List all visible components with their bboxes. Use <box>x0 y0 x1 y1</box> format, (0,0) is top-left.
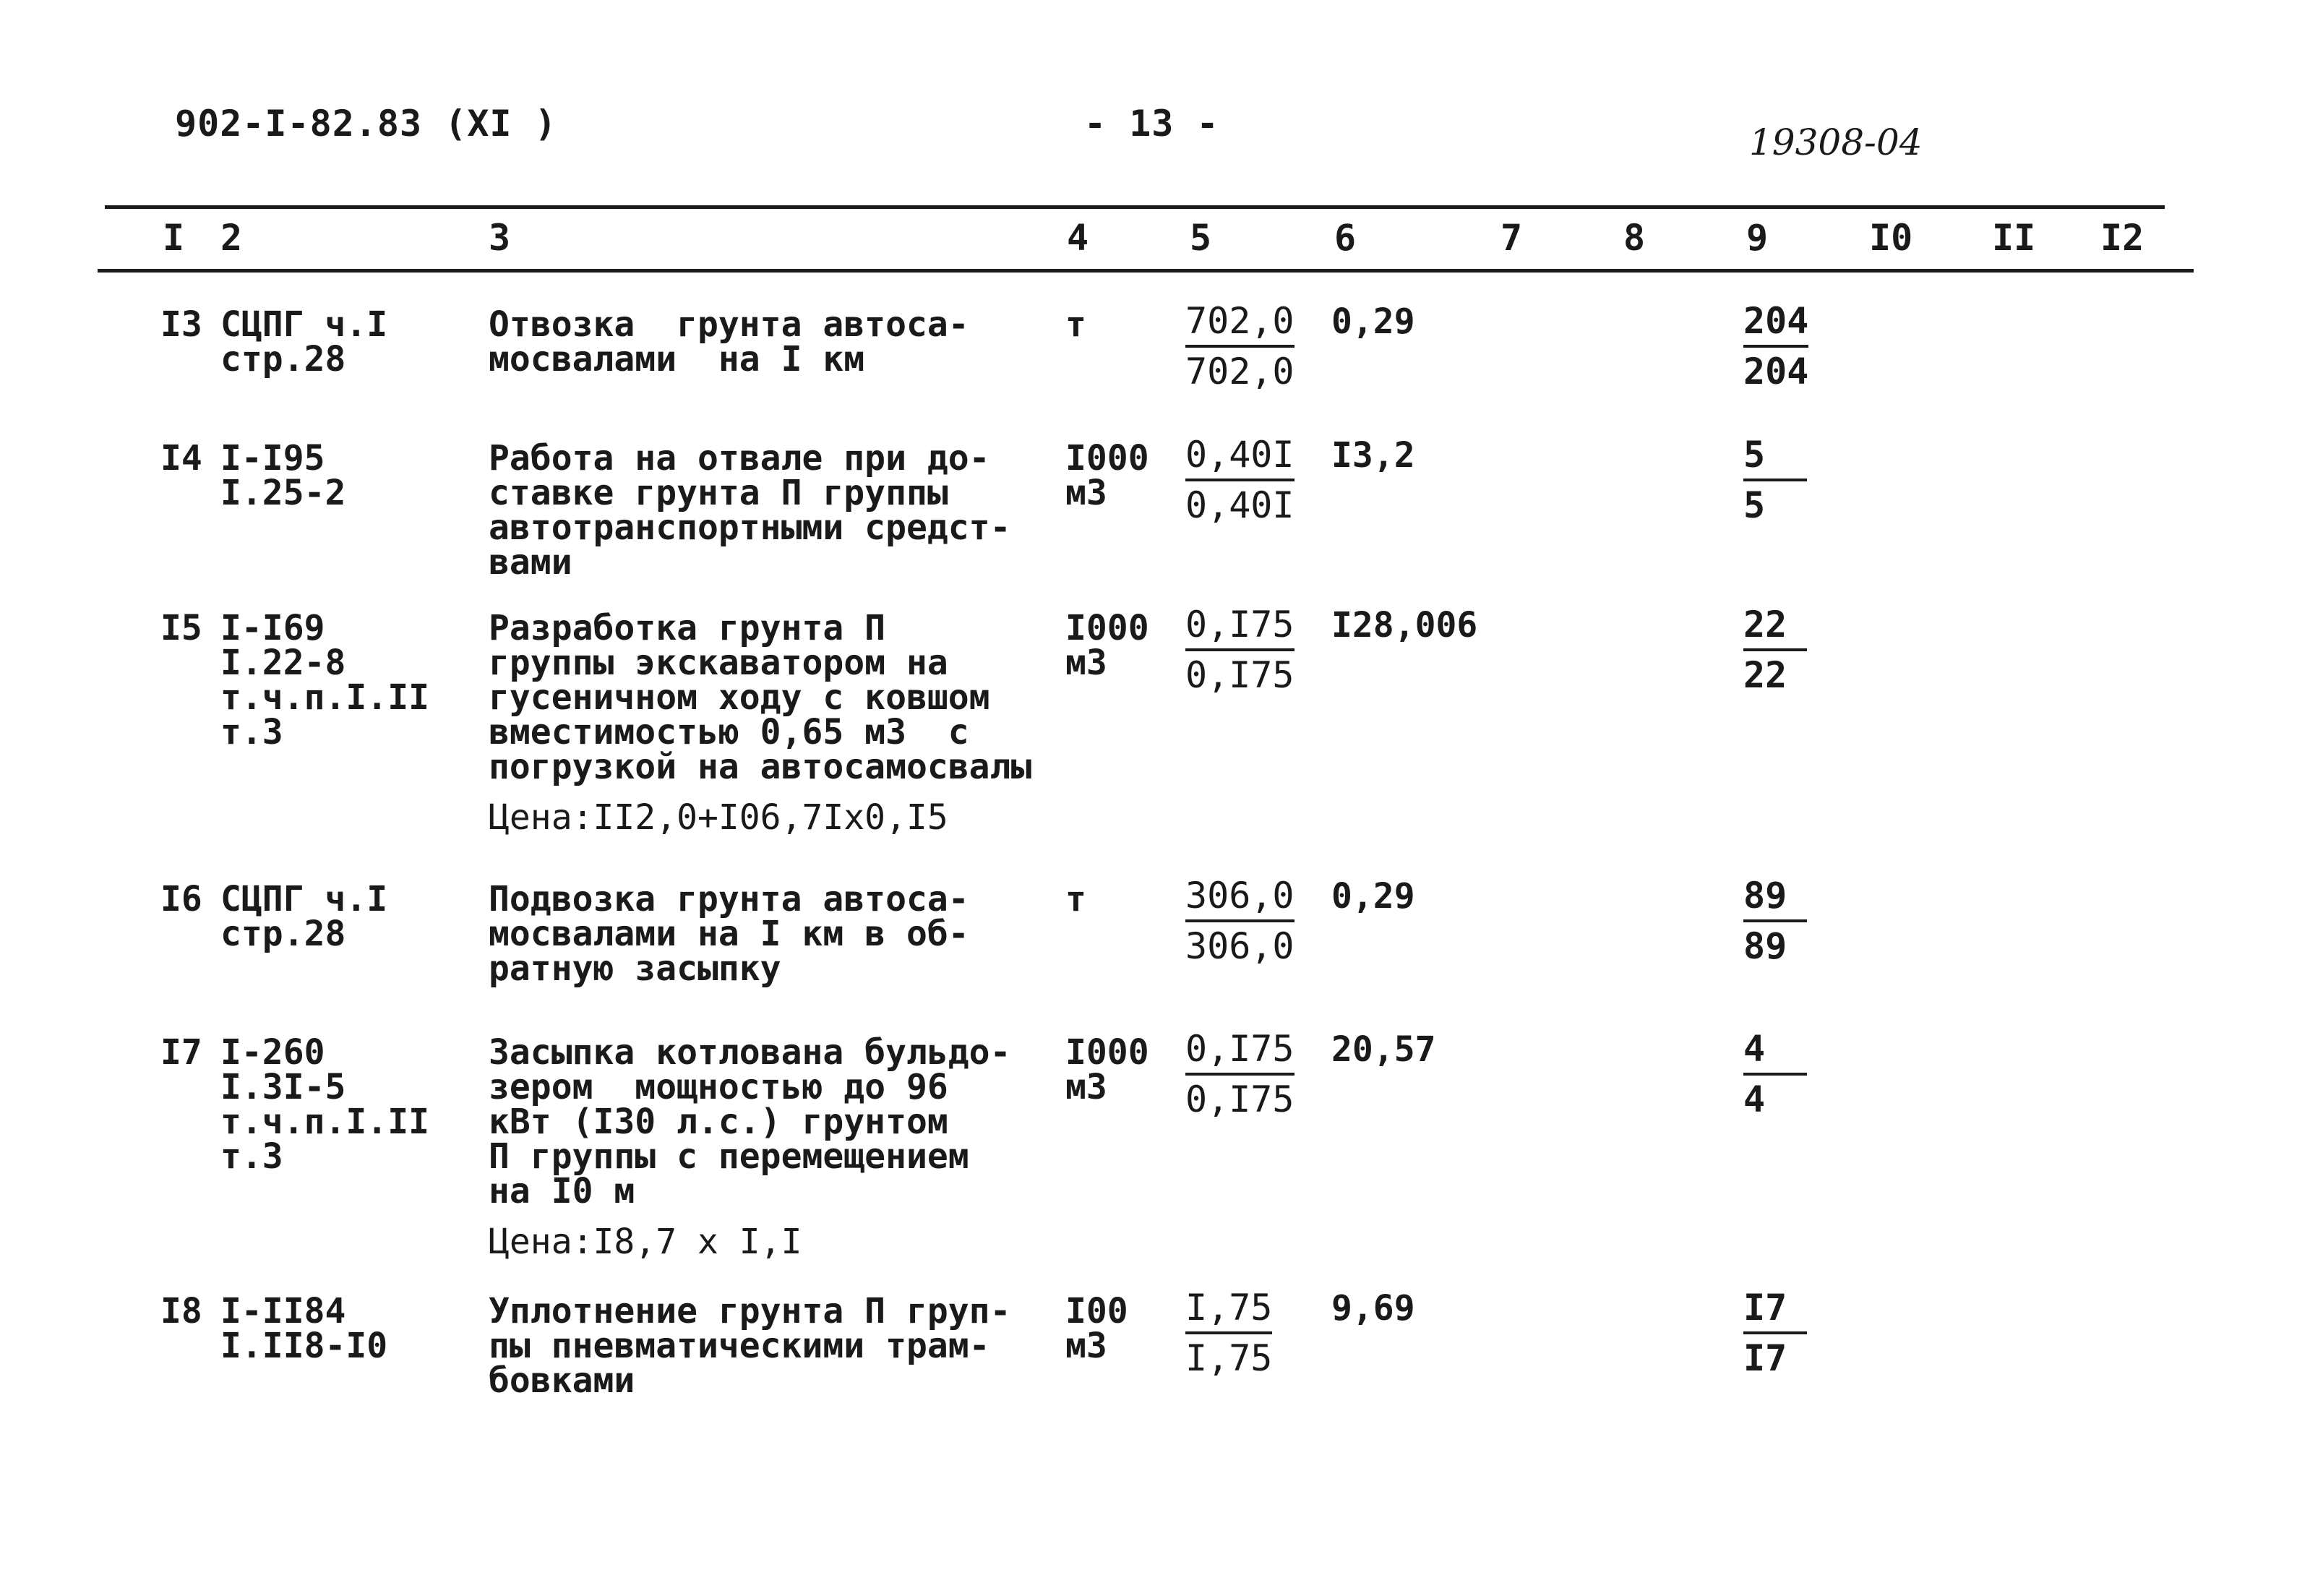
norm-reference: I-I95 <box>220 438 325 479</box>
unit-price: 20,57 <box>1331 1029 1436 1070</box>
quantity-fraction <box>1185 1284 1272 1382</box>
row-number: I7 <box>160 1032 202 1073</box>
norm-reference: т.3 <box>220 1136 283 1177</box>
cost-top: 22 <box>1743 601 1807 651</box>
quantity-top: 0,40I <box>1185 431 1295 481</box>
quantity-top: 702,0 <box>1185 297 1295 348</box>
norm-reference: I.22-8 <box>220 643 346 683</box>
norm-reference: стр.28 <box>220 339 346 379</box>
page-number: - 13 - <box>1084 103 1219 145</box>
row-number: I5 <box>160 608 202 648</box>
norm-reference: I-II84 <box>220 1291 346 1331</box>
work-description: погрузкой на автосамосвалы <box>489 747 1032 787</box>
work-description: Разработка грунта П <box>489 608 886 648</box>
table-top-rule <box>105 205 2165 209</box>
column-header: I <box>163 217 185 259</box>
column-header: 7 <box>1500 217 1523 259</box>
column-header: 5 <box>1190 217 1212 259</box>
quantity-bottom: 0,40I <box>1185 484 1295 526</box>
column-header: 2 <box>220 217 243 259</box>
cost-bottom: 5 <box>1743 484 1766 526</box>
unit-of-measure: м3 <box>1065 473 1107 513</box>
norm-reference: т.3 <box>220 712 283 752</box>
unit-of-measure: I00 <box>1065 1291 1128 1331</box>
quantity-fraction <box>1185 431 1295 529</box>
norm-reference: I.II8-I0 <box>220 1326 388 1366</box>
price-formula: Цена:I8,7 x I,I <box>489 1222 802 1262</box>
unit-of-measure: I000 <box>1065 608 1149 648</box>
norm-reference: стр.28 <box>220 914 346 954</box>
column-header: 9 <box>1746 217 1769 259</box>
quantity-bottom: 0,I75 <box>1185 1078 1295 1120</box>
cost-top: 204 <box>1743 297 1808 348</box>
unit-of-measure: I000 <box>1065 1032 1149 1073</box>
cost-fraction <box>1743 431 1807 529</box>
work-description: Подвозка грунта автоса- <box>489 879 969 919</box>
handwritten-stamp: 19308-04 <box>1749 121 1923 163</box>
work-description: ратную засыпку <box>489 948 781 989</box>
norm-reference: I-I69 <box>220 608 325 648</box>
unit-price: I28,006 <box>1331 605 1478 645</box>
work-description: П группы с перемещением <box>489 1136 969 1177</box>
work-description: Отвозка грунта автоса- <box>489 304 969 345</box>
quantity-bottom: 702,0 <box>1185 351 1295 392</box>
work-description: кВт (I30 л.с.) грунтом <box>489 1102 948 1142</box>
unit-of-measure: м3 <box>1065 1326 1107 1366</box>
unit-of-measure: м3 <box>1065 643 1107 683</box>
row-number: I4 <box>160 438 202 479</box>
quantity-bottom: 306,0 <box>1185 925 1295 967</box>
column-header: 6 <box>1334 217 1357 259</box>
document-code: 902-I-82.83 (XI ) <box>175 103 557 145</box>
row-number: I8 <box>160 1291 202 1331</box>
work-description: мосвалами на I км в об- <box>489 914 969 954</box>
norm-reference: I.3I-5 <box>220 1067 346 1107</box>
work-description: зером мощностью до 96 <box>489 1067 948 1107</box>
column-header: II <box>1992 217 2036 259</box>
work-description: Работа на отвале при до- <box>489 438 990 479</box>
unit-price: 0,29 <box>1331 876 1415 917</box>
cost-bottom: 89 <box>1743 925 1787 967</box>
cost-bottom: 22 <box>1743 654 1787 696</box>
row-number: I3 <box>160 304 202 345</box>
cost-top: 4 <box>1743 1025 1807 1076</box>
work-description: вами <box>489 542 572 583</box>
quantity-bottom: I,75 <box>1185 1337 1273 1379</box>
cost-fraction <box>1743 601 1807 699</box>
norm-reference: т.ч.п.I.II <box>220 1102 429 1142</box>
unit-price: 9,69 <box>1331 1288 1415 1329</box>
column-header: 4 <box>1067 217 1089 259</box>
cost-bottom: I7 <box>1743 1337 1787 1379</box>
quantity-fraction <box>1185 297 1295 395</box>
work-description: автотранспортными средст- <box>489 507 1011 548</box>
work-description: мосвалами на I км <box>489 339 865 379</box>
unit-of-measure: т <box>1065 879 1086 919</box>
quantity-fraction <box>1185 872 1295 970</box>
table-header-rule <box>98 269 2194 273</box>
unit-price: 0,29 <box>1331 301 1415 342</box>
work-description: Уплотнение грунта П груп- <box>489 1291 1011 1331</box>
work-description: вместимостью 0,65 м3 с <box>489 712 969 752</box>
work-description: пы пневматическими трам- <box>489 1326 990 1366</box>
quantity-fraction <box>1185 601 1295 699</box>
cost-top: 89 <box>1743 872 1807 922</box>
cost-bottom: 204 <box>1743 351 1809 392</box>
cost-bottom: 4 <box>1743 1078 1766 1120</box>
work-description: ставке грунта П группы <box>489 473 948 513</box>
column-header: 8 <box>1623 217 1646 259</box>
column-header: I2 <box>2100 217 2144 259</box>
unit-of-measure: I000 <box>1065 438 1149 479</box>
quantity-fraction <box>1185 1025 1295 1123</box>
column-header: I0 <box>1869 217 1913 259</box>
unit-of-measure: м3 <box>1065 1067 1107 1107</box>
cost-fraction <box>1743 1284 1807 1382</box>
norm-reference: СЦПГ ч.I <box>220 879 388 919</box>
column-header: 3 <box>489 217 511 259</box>
work-description: на I0 м <box>489 1171 635 1211</box>
work-description: гусеничном ходу с ковшом <box>489 677 990 718</box>
cost-top: 5 <box>1743 431 1807 481</box>
cost-fraction <box>1743 1025 1807 1123</box>
norm-reference: I-260 <box>220 1032 325 1073</box>
quantity-top: 0,I75 <box>1185 1025 1295 1076</box>
quantity-top: 306,0 <box>1185 872 1295 922</box>
norm-reference: СЦПГ ч.I <box>220 304 388 345</box>
cost-fraction <box>1743 297 1808 395</box>
cost-top: I7 <box>1743 1284 1807 1334</box>
quantity-top: 0,I75 <box>1185 601 1295 651</box>
work-description: бовками <box>489 1360 635 1401</box>
row-number: I6 <box>160 879 202 919</box>
unit-of-measure: т <box>1065 304 1086 345</box>
work-description: группы экскаватором на <box>489 643 948 683</box>
norm-reference: т.ч.п.I.II <box>220 677 429 718</box>
quantity-bottom: 0,I75 <box>1185 654 1295 696</box>
price-formula: Цена:II2,0+I06,7Ix0,I5 <box>489 797 948 838</box>
unit-price: I3,2 <box>1331 435 1415 476</box>
norm-reference: I.25-2 <box>220 473 346 513</box>
cost-fraction <box>1743 872 1807 970</box>
quantity-top: I,75 <box>1185 1284 1272 1334</box>
work-description: Засыпка котлована бульдо- <box>489 1032 1011 1073</box>
